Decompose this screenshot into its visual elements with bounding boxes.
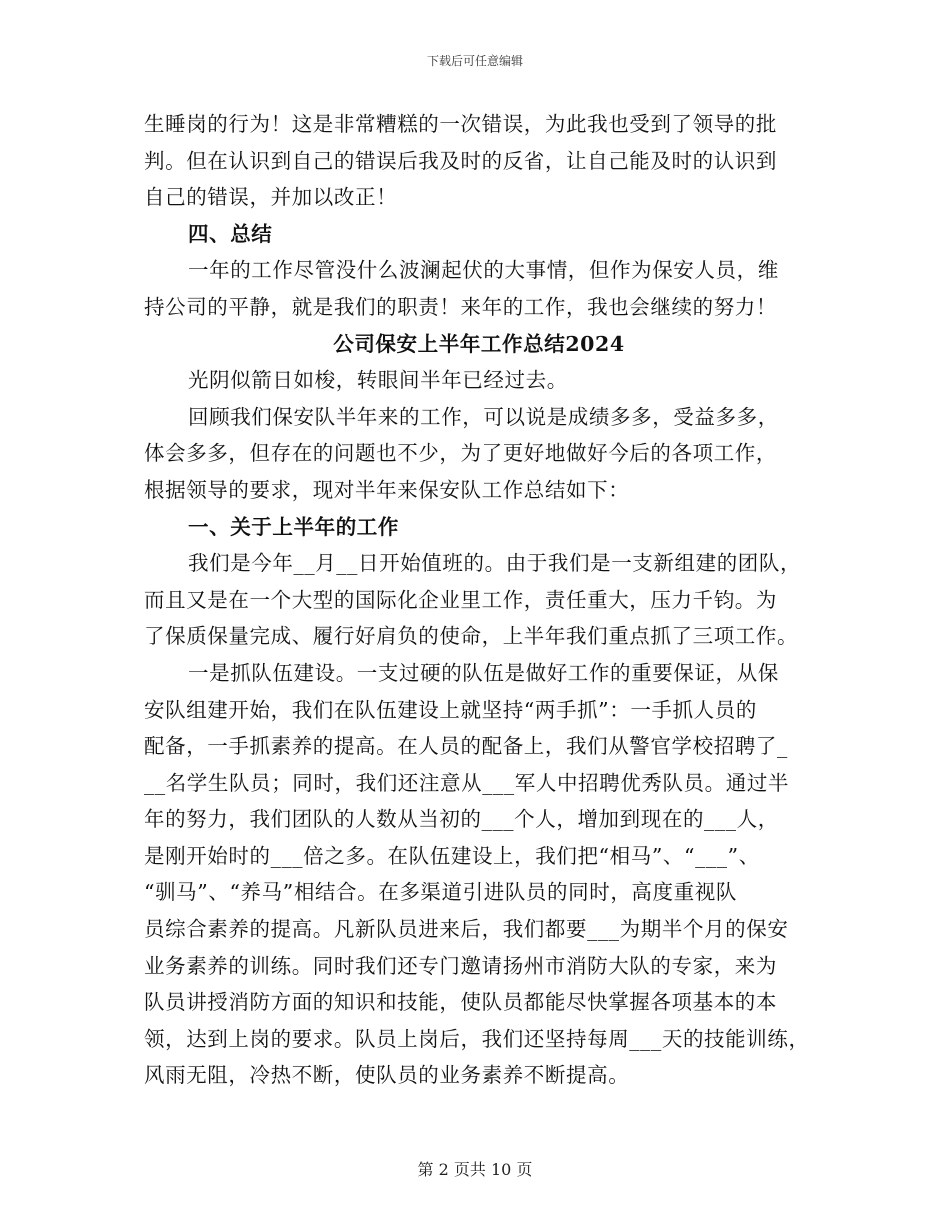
text-line: 队员讲授消防方面的知识和技能，使队员都能尽快掌握各项基本的本 <box>144 990 777 1015</box>
text-line: 而且又是在一个大型的国际化企业里工作，责任重大，压力千钧。为 <box>144 587 777 612</box>
section-heading: 公司保安上半年工作总结2024 <box>333 331 625 356</box>
text-line: 判。但在认识到自己的错误后我及时的反省，让自己能及时的认识到 <box>144 148 777 173</box>
text-line: 安队组建开始，我们在队伍建设上就坚持“两手抓”：一手抓人员的 <box>144 697 757 722</box>
text-line: 领，达到上岗的要求。队员上岗后，我们还坚持每周___天的技能训练， <box>144 1026 810 1051</box>
text-line: 一年的工作尽管没什么波澜起伏的大事情，但作为保安人员，维 <box>188 258 779 283</box>
document-body <box>144 106 814 1094</box>
page-footer: 第 2 页共 10 页 <box>417 1160 533 1179</box>
text-line: 是刚开始时的___倍之多。在队伍建设上，我们把“相马”、“___”、 <box>144 843 760 868</box>
text-line: 回顾我们保安队半年来的工作，可以说是成绩多多，受益多多， <box>188 404 779 429</box>
text-line: 我们是今年__月__日开始值班的。由于我们是一支新组建的团队， <box>188 551 802 576</box>
text-line: 持公司的平静，就是我们的职责！来年的工作，我也会继续的努力！ <box>144 294 777 319</box>
text-line: 年的努力，我们团队的人数从当初的___个人，增加到现在的___人， <box>144 807 779 832</box>
text-line: 风雨无阻，冷热不断，使队员的业务素养不断提高。 <box>144 1063 630 1088</box>
text-line: 生睡岗的行为！这是非常糟糕的一次错误，为此我也受到了领导的批 <box>144 112 777 136</box>
section-heading: 一、关于上半年的工作 <box>188 514 399 539</box>
text-line: 员综合素养的提高。凡新队员进来后，我们都要___为期半个月的保安 <box>144 917 789 942</box>
text-line: __名学生队员；同时，我们还注意从___军人中招聘优秀队员。通过半 <box>144 770 790 795</box>
text-line: 光阴似箭日如梭，转眼间半年已经过去。 <box>188 368 568 393</box>
page-header: 下载后可任意编辑 <box>426 54 523 68</box>
text-line: 根据领导的要求，现对半年来保安队工作总结如下： <box>144 477 630 502</box>
text-line: 自己的错误，并加以改正！ <box>144 185 398 210</box>
text-line: 体会多多，但存在的问题也不少，为了更好地做好今后的各项工作， <box>144 441 777 466</box>
text-line: 配备，一手抓素养的提高。在人员的配备上，我们从警官学校招聘了_ <box>144 734 788 759</box>
text-line: 业务素养的训练。同时我们还专门邀请扬州市消防大队的专家，来为 <box>144 953 777 978</box>
text-line: “驯马”、“养马”相结合。在多渠道引进队员的同时，高度重视队 <box>144 880 737 905</box>
section-heading: 四、总结 <box>188 221 273 246</box>
text-line: 一是抓队伍建设。一支过硬的队伍是做好工作的重要保证，从保 <box>188 660 779 685</box>
text-line: 了保质保量完成、履行好肩负的使命，上半年我们重点抓了三项工作。 <box>144 624 799 649</box>
